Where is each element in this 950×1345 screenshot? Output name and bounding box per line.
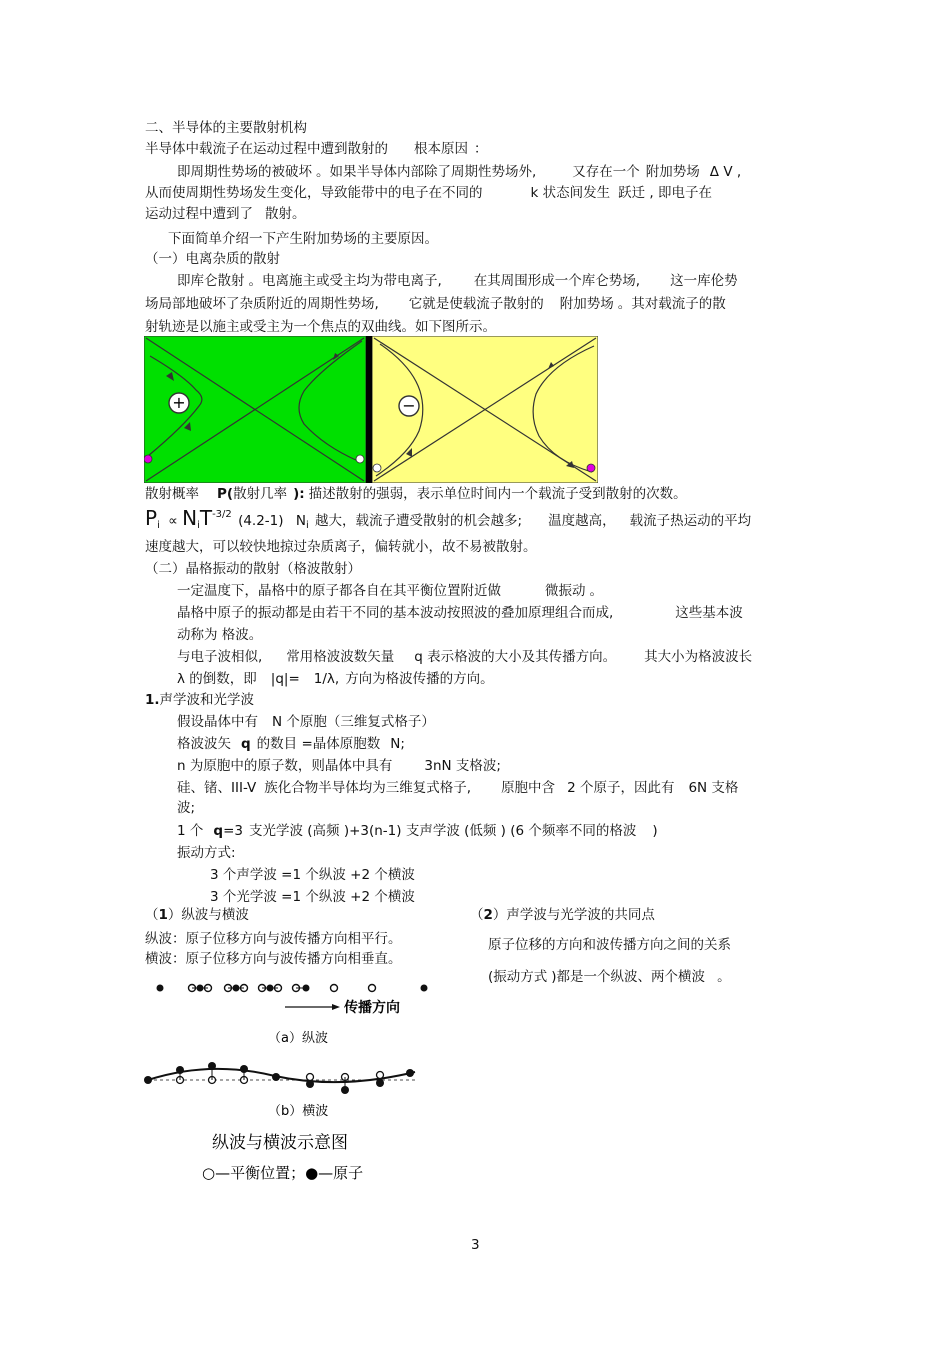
scattering-probability-line: 散射概率 P(散射几率 ): 描述散射的强弱，表示单位时间内一个载流子受到散射的次数。	[145, 486, 687, 502]
waves-line3: n 为原胞中的原子数，则晶体中具有 3nN 支格波;	[177, 758, 501, 774]
root-cause-line: 半导体中载流子在运动过程中遭到散射的 根本原因 ：	[145, 141, 488, 157]
waves-line1: 假设晶体中有 N 个原胞（三维复式格子）	[177, 714, 435, 730]
longitudinal-definition: 纵波：原子位移方向与波传播方向相平行。	[145, 931, 402, 947]
sub2-line2: 晶格中原子的振动都是由若干不同的基本波动按照波的叠加原理组合而成, 这些基本波	[177, 605, 743, 621]
subsection-2-title: （二）晶格振动的散射（格波散射）	[145, 561, 361, 577]
intro-line: 下面简单介绍一下产生附加势场的主要原因。	[168, 231, 438, 247]
svg-text:−: −	[402, 396, 416, 415]
transverse-label: （b）横波	[268, 1104, 329, 1119]
subsection-1-title: （一）电离杂质的散射	[145, 251, 280, 267]
section-title: 二、半导体的主要散射机构	[145, 120, 307, 136]
sub2-line1: 一定温度下，晶格中的原子都各自在其平衡位置附近做 微振动 。	[177, 583, 603, 599]
sub2-line4: 与电子波相似, 常用格波波数矢量 q 表示格波的大小及其传播方向。 其大小为格波波长	[177, 649, 753, 665]
left-column-title: （1）纵波与横波	[145, 907, 249, 923]
waves-line9: 3 个光学波 =1 个纵波 +2 个横波	[210, 889, 415, 905]
longitudinal-wave-row	[157, 985, 428, 992]
sub2-line5: λ 的倒数，即 |q|= 1/λ, 方向为格波传播的方向。	[177, 671, 494, 687]
para1-line2: 从而使周期性势场发生变化，导致能带中的电子在不同的 k 状态间发生 跃迁 , 即电子在	[145, 185, 712, 201]
waves-line5: 波;	[177, 800, 196, 816]
para1-line1: 即周期性势场的被破坏 。如果半导体内部除了周期性势场外, 又存在一个 附加势场 Δ V ,	[177, 164, 742, 180]
right-column-line2: (振动方式 )都是一个纵波、两个横波 。	[488, 969, 731, 985]
formula-line: $P_i \propto N_iT^{-3/2}$ (4.2-1) $N_i$ 越大，载流子遭受散射的机会越多; 温度越高， 载流子热运动的平均	[145, 506, 752, 531]
right-column-title: （2）声学波与光学波的共同点	[470, 907, 655, 923]
right-column-line1: 原子位移的方向和波传播方向之间的关系	[488, 937, 731, 953]
sub1-line2: 场局部地破坏了杂质附近的周期性势场, 它就是使载流子散射的 附加势场 。其对载流子的散	[145, 296, 726, 312]
svg-text:+: +	[172, 393, 186, 412]
longitudinal-label: （a）纵波	[268, 1031, 328, 1046]
formula-line2: 速度越大，可以较快地掠过杂质离子，偏转就小，故不易被散射。	[145, 539, 537, 555]
waves-line4: 硅、锗、III-V 族化合物半导体均为三维复式格子, 原胞中含 2 个原子，因此有 6N 支格	[177, 780, 739, 796]
sub1-line3: 射轨迹是以施主或受主为一个焦点的双曲线。如下图所示。	[145, 319, 496, 335]
sub1-line1: 即库仑散射 。电离施主或受主均为带电离子, 在其周围形成一个库仑势场, 这一库伦势	[177, 273, 738, 289]
heading-acoustic-optical: 1.声学波和光学波	[145, 692, 255, 708]
transverse-wave-row	[144, 1062, 415, 1094]
waves-line2: 格波波矢 q 的数目 =晶体原胞数 N;	[177, 736, 405, 752]
waves-line8: 3 个声学波 =1 个纵波 +2 个横波	[210, 867, 415, 883]
figure-legend: ○—平衡位置；●—原子	[202, 1164, 364, 1182]
waves-line6: 1 个 q=3 支光学波 (高频 )+3(n-1) 支声学波 (低频 ) (6 个频率不同的格波 )	[177, 823, 658, 839]
para1-line3: 运动过程中遭到了 散射。	[145, 206, 306, 222]
sub2-line3: 动称为 格波。	[177, 627, 263, 643]
waves-line7: 振动方式:	[177, 845, 236, 861]
transverse-definition: 横波：原子位移方向与波传播方向相垂直。	[145, 951, 402, 967]
incident-carrier-dot	[144, 455, 152, 463]
ionized-impurity-scattering-figure	[144, 336, 598, 483]
figure-caption: 纵波与横波示意图	[212, 1133, 348, 1153]
longitudinal-transverse-wave-figure	[140, 980, 440, 1190]
panel-divider	[366, 336, 372, 483]
propagation-direction-label: 传播方向	[344, 1000, 400, 1016]
page-number: 3	[471, 1237, 480, 1253]
